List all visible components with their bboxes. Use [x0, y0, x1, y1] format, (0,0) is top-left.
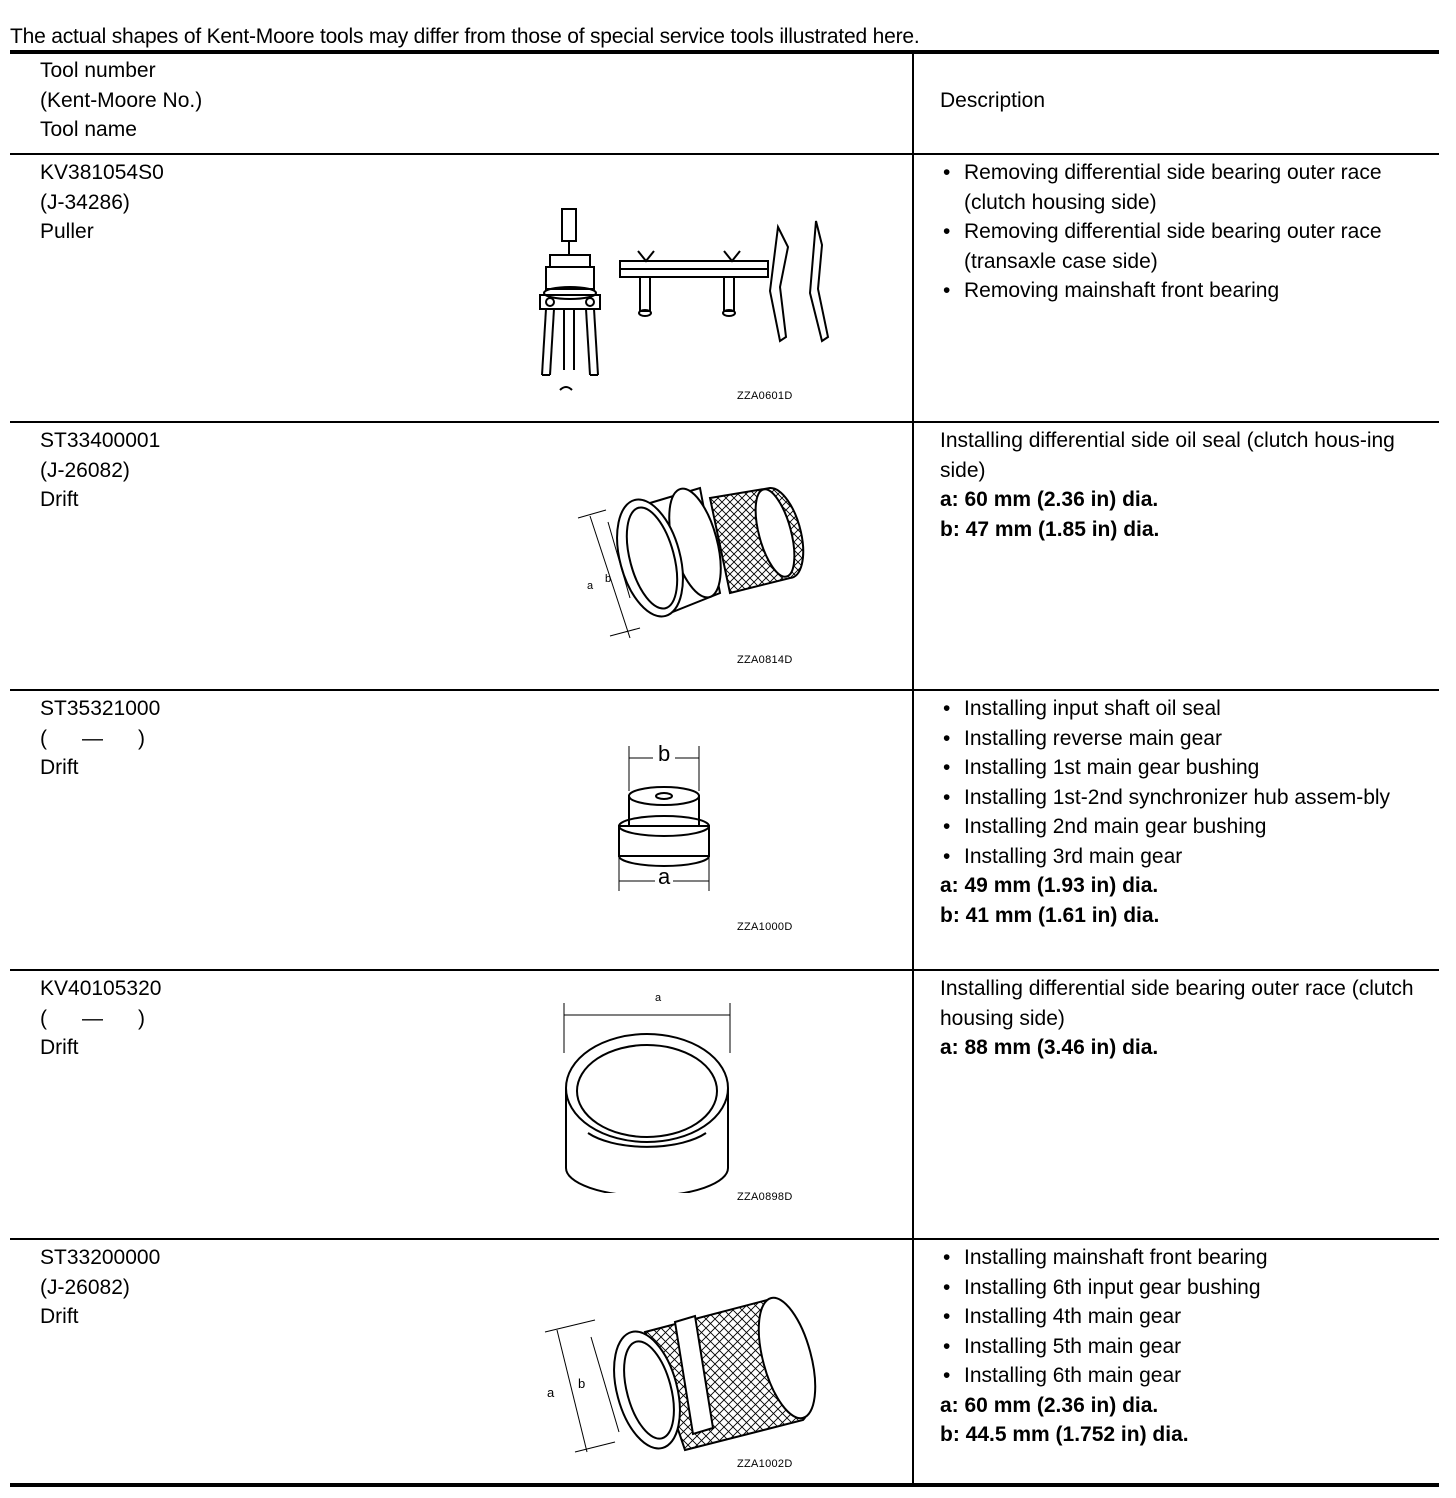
tool-info [40, 694, 160, 783]
description-bullet: • Installing 6th main gear [940, 1361, 1430, 1391]
dimension-label: a [658, 864, 671, 889]
kent-moore-number: (J-26082) [40, 458, 130, 482]
figure-code: ZZA1002D [737, 1458, 793, 1470]
kent-moore-number: ( — ) [40, 726, 145, 750]
description [940, 694, 1430, 930]
dimension-label: a [587, 580, 594, 592]
table-row [10, 423, 1439, 689]
header-kent-moore: (Kent-Moore No.) [40, 88, 203, 112]
description-bullet: • Installing 5th main gear [940, 1332, 1430, 1362]
tool-info [40, 974, 161, 1063]
tool-name: Drift [40, 756, 79, 779]
header-tool-name: Tool name [40, 118, 137, 141]
description [940, 158, 1430, 306]
description-bullet: • Installing mainshaft front bearing [940, 1243, 1430, 1273]
puller-illustration [528, 205, 858, 405]
dimension-label: a [655, 992, 662, 1004]
dimension-label: b [578, 1376, 586, 1391]
dimension-label: b [658, 741, 671, 766]
dimension-label: b [605, 573, 612, 585]
tool-number: KV381054S0 [40, 161, 164, 184]
description [940, 974, 1430, 1063]
dimension-note: a: 60 mm (2.36 in) dia. [940, 488, 1159, 511]
dimension-note: b: 47 mm (1.85 in) dia. [940, 517, 1160, 541]
dimension-note: b: 41 mm (1.61 in) dia. [940, 903, 1160, 927]
drift-illustration [570, 478, 810, 653]
table-row [10, 971, 1439, 1238]
figure-code: ZZA0898D [737, 1191, 793, 1203]
description-bullet: • Installing 3rd main gear [940, 842, 1430, 872]
description-bullet: • Installing 2nd main gear bushing [940, 812, 1430, 842]
figure-code: ZZA0814D [737, 654, 793, 666]
description-text: Installing differential side oil seal (clutch hous-ing side) [940, 429, 1395, 482]
description-bullet: • Installing 6th input gear bushing [940, 1273, 1430, 1303]
dimension-note: a: 88 mm (3.46 in) dia. [940, 1036, 1159, 1059]
description-text: Installing differential side bearing outer race (clutch housing side) [940, 977, 1414, 1030]
dimension-note: b: 44.5 mm (1.752 in) dia. [940, 1423, 1189, 1446]
tool-number: ST33400001 [40, 429, 161, 452]
tool-info [40, 1243, 160, 1332]
tool-number: ST33200000 [40, 1246, 161, 1269]
drift-illustration [558, 993, 758, 1193]
description-bullet: • Installing input shaft oil seal [940, 694, 1430, 724]
table-row [10, 155, 1439, 421]
description [940, 1243, 1430, 1450]
figure-code: ZZA0601D [737, 390, 793, 402]
tool-info [40, 158, 164, 247]
tool-number: ST35321000 [40, 697, 161, 720]
description-bullet: • Installing 4th main gear [940, 1302, 1430, 1332]
description-bullet: • Installing reverse main gear [940, 724, 1430, 754]
table-caption: The actual shapes of Kent-Moore tools may differ from those of special service tools illustrated here. [10, 25, 920, 48]
top-rule [10, 50, 1439, 54]
tool-name: Drift [40, 1305, 79, 1328]
header-description: Description [940, 89, 1046, 112]
tool-name: Drift [40, 1036, 79, 1059]
bottom-rule [10, 1483, 1439, 1487]
tool-info [40, 426, 160, 515]
table-row [10, 691, 1439, 969]
description-bullet: • Installing 1st main gear bushing [940, 753, 1430, 783]
dimension-note: a: 49 mm (1.93 in) dia. [940, 874, 1159, 897]
dimension-label: a [547, 1385, 555, 1400]
table-row [10, 1240, 1439, 1483]
figure-code: ZZA1000D [737, 921, 793, 933]
description [940, 426, 1430, 544]
header-tool-column [40, 56, 202, 145]
tool-name: Drift [40, 488, 79, 511]
header-tool-number: Tool number [40, 59, 156, 82]
kent-moore-number: (J-34286) [40, 190, 130, 214]
kent-moore-number: (J-26082) [40, 1275, 130, 1299]
description-bullet: • Removing mainshaft front bearing [940, 276, 1430, 306]
description-bullet: • Removing differential side bearing outer race (transaxle case side) [940, 217, 1430, 276]
dimension-note: a: 60 mm (2.36 in) dia. [940, 1393, 1159, 1417]
tool-name: Puller [40, 220, 94, 243]
kent-moore-number: ( — ) [40, 1006, 145, 1030]
tool-number: KV40105320 [40, 977, 162, 1000]
description-bullet: • Installing 1st-2nd synchronizer hub assem-bly [940, 783, 1430, 813]
description-bullet: • Removing differential side bearing outer race (clutch housing side) [940, 158, 1430, 217]
